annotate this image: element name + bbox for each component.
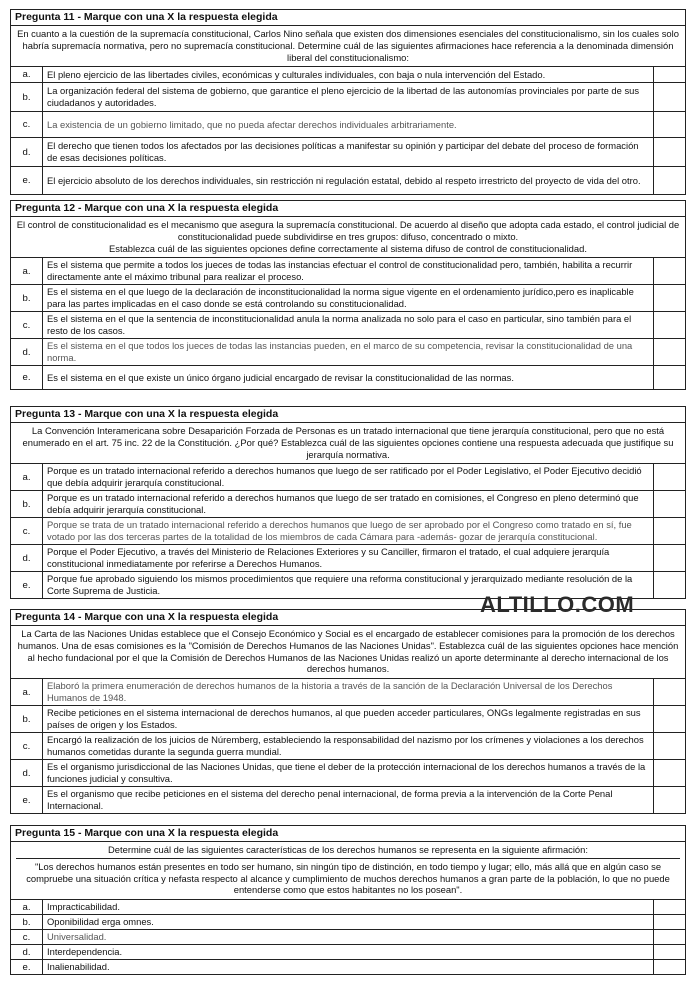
option-letter: d. (11, 138, 43, 166)
option-letter: e. (11, 960, 43, 974)
option-letter: c. (11, 733, 43, 759)
watermark-text: ALTILLO.COM (480, 592, 635, 617)
answer-mark-box[interactable] (654, 258, 685, 284)
option-letter: b. (11, 83, 43, 111)
option-text: Inalienabilidad. (43, 960, 654, 974)
answer-mark-box[interactable] (654, 285, 685, 311)
stem-paragraph: Determine cuál de las siguientes características de los derechos humanos se representa en la siguiente afirmación: (108, 844, 588, 855)
option-text: Es el organismo jurisdiccional de las Naciones Unidas, que tiene el deber de la protección internacional de los derechos humanos a través de la funciones judicial y consultiva. (43, 760, 654, 786)
option-text: Porque fue aprobado siguiendo los mismos procedimientos que requiere una reforma constitucional y jerarquizado mediante resolución de la Corte Suprema de Justicia. (43, 572, 654, 598)
option-row (11, 706, 685, 733)
answer-mark-box[interactable] (654, 518, 685, 544)
option-row (11, 900, 685, 915)
option-row (11, 787, 685, 813)
option-row (11, 258, 685, 285)
stem-paragraph: La Convención Interamericana sobre Desaparición Forzada de Personas es un tratado internacional que tiene jerarquía constitucional, pero que no está enumerado en el art. 75 inc. 22 de la Constitución. ¿Por qué? Establezca cuál de las siguientes opciones contiene una respuesta adecuada que justifique su jerarquía normativa. (22, 425, 674, 460)
answer-mark-box[interactable] (654, 366, 685, 389)
option-row (11, 312, 685, 339)
option-letter: b. (11, 706, 43, 732)
option-text: Oponibilidad erga omnes. (43, 915, 654, 929)
option-text: Universalidad. (43, 930, 654, 944)
option-letter: e. (11, 572, 43, 598)
answer-mark-box[interactable] (654, 915, 685, 929)
option-text: El pleno ejercicio de las libertades civiles, económicas y culturales individuales, con baja o nula intervención del Estado. (43, 67, 654, 82)
option-text: Recibe peticiones en el sistema internacional de derechos humanos, al que pueden acceder particulares, ONGs legalmente registradas en sus países de origen y los Estados. (43, 706, 654, 732)
option-text: Encargó la realización de los juicios de Núremberg, estableciendo la responsabilidad del nazismo por los crímenes y violaciones a los derechos humanos cometidas durante la segunda guerra mundial. (43, 733, 654, 759)
answer-mark-box[interactable] (654, 83, 685, 111)
answer-mark-box[interactable] (654, 706, 685, 732)
option-row (11, 491, 685, 518)
option-row (11, 67, 685, 83)
option-letter: a. (11, 679, 43, 705)
option-row (11, 464, 685, 491)
question-15 (10, 825, 686, 975)
option-letter: e. (11, 787, 43, 813)
answer-mark-box[interactable] (654, 545, 685, 571)
option-row (11, 545, 685, 572)
option-row (11, 760, 685, 787)
question-stem (11, 26, 685, 67)
question-stem (11, 423, 685, 464)
stem-paragraph: La Carta de las Naciones Unidas establece que el Consejo Económico y Social es el encargado de establecer comisiones para la promoción de los derechos humanos. Una de esas comisiones es la "Comisión de Derechos Humanos de las Naciones Unidas". Establezca cuál de las siguientes opciones hace mención al hecho fundacional por el que la Comisión de Derechos Humanos de las Naciones Unidas realizó un aporte determinante al derecho internacional de los derechos humanos. (17, 628, 679, 675)
option-text: Porque se trata de un tratado internacional referido a derechos humanos que luego de ser aprobado por el Congreso como tratado en sí, fue votado por las dos terceras partes de la totalidad de los miembros de cada Cámara para -además- gozar de jerarquía constitucional. (43, 518, 654, 544)
option-row (11, 930, 685, 945)
answer-mark-box[interactable] (654, 679, 685, 705)
question-12 (10, 200, 686, 390)
stem-paragraph: El control de constitucionalidad es el mecanismo que asegura la supremacía constitucional. De acuerdo al diseño que adopta cada estado, el control judicial de constitucionalidad puede subdividirse en tres grupos: difuso, concentrado o mixto. (16, 219, 680, 242)
question-title: Pregunta 12 - Marque con una X la respuesta elegida (11, 201, 685, 217)
option-letter: a. (11, 900, 43, 914)
answer-mark-box[interactable] (654, 112, 685, 137)
answer-mark-box[interactable] (654, 491, 685, 517)
option-text: Es el sistema en el que luego de la declaración de inconstitucionalidad la norma sigue vigente en el ordenamiento jurídico,pero es inaplicable para las partes implicadas en el caso donde se está controlando su constitucionalidad. (43, 285, 654, 311)
option-letter: d. (11, 339, 43, 365)
option-letter: a. (11, 67, 43, 82)
option-text: Es el sistema que permite a todos los jueces de todas las instancias efectuar el control de constitucionalidad pero, también, habilita a recurrir directamente ante el máximo tribunal para realizar el proceso. (43, 258, 654, 284)
option-row (11, 83, 685, 112)
option-text: Es el sistema en el que todos los jueces de todas las instancias pueden, en el marco de su competencia, revisar la constitucionalidad de una norma. (43, 339, 654, 365)
option-letter: c. (11, 518, 43, 544)
answer-mark-box[interactable] (654, 464, 685, 490)
option-text: La existencia de un gobierno limitado, que no pueda afectar derechos individuales arbitrariamente. (43, 112, 654, 137)
option-row (11, 167, 685, 194)
option-row (11, 339, 685, 366)
option-text: Elaboró la primera enumeración de derechos humanos de la historia a través de la sanción de la Declaración Universal de los Derechos Humanos de 1948. (43, 679, 654, 705)
option-text: Es el sistema en el que existe un único órgano judicial encargado de revisar la constitucionalidad de las normas. (43, 366, 654, 389)
option-text: Porque el Poder Ejecutivo, a través del Ministerio de Relaciones Exteriores y su Canciller, firmaron el tratado, el cual adquiere jerarquía constitucional inmediatamente por referirse a Derechos Humanos. (43, 545, 654, 571)
option-row (11, 679, 685, 706)
question-title: Pregunta 15 - Marque con una X la respuesta elegida (11, 826, 685, 842)
option-letter: c. (11, 930, 43, 944)
question-13 (10, 406, 686, 599)
option-letter: d. (11, 545, 43, 571)
option-row (11, 915, 685, 930)
answer-mark-box[interactable] (654, 167, 685, 194)
option-text: Interdependencia. (43, 945, 654, 959)
option-letter: b. (11, 285, 43, 311)
option-row (11, 960, 685, 974)
stem-quote: "Los derechos humanos están presentes en todo ser humano, sin ningún tipo de distinción, en todo tiempo y lugar; ello, más allá que en algún caso se compruebe una situación crítica y nefasta respecto al alcance y cumplimiento de muchos derechos humanos a gran parte de la población, lo que no puede entenderse como que estos habitantes no los posean". (16, 858, 680, 896)
answer-mark-box[interactable] (654, 960, 685, 974)
option-text: Es el sistema en el que la sentencia de inconstitucionalidad anula la norma analizada no solo para el caso en particular, sino también para el resto de los casos. (43, 312, 654, 338)
option-text: Porque es un tratado internacional referido a derechos humanos que luego de ser ratificado por el Poder Legislativo, el Poder Ejecutivo decidió que debía adquirir jerarquía constitucional. (43, 464, 654, 490)
option-text: Porque es un tratado internacional referido a derechos humanos que luego de ser tratado en comisiones, el Congreso en pleno determinó que debía adquirir jerarquía constitucional. (43, 491, 654, 517)
answer-mark-box[interactable] (654, 312, 685, 338)
option-text: La organización federal del sistema de gobierno, que garantice el pleno ejercicio de la libertad de las autonomías provinciales por parte de sus ciudadanos y autoridades. (43, 83, 654, 111)
option-letter: d. (11, 945, 43, 959)
option-row (11, 285, 685, 312)
option-letter: e. (11, 167, 43, 194)
option-letter: a. (11, 258, 43, 284)
question-title: Pregunta 14 - Marque con una X la respuesta elegida (11, 610, 685, 626)
option-letter: e. (11, 366, 43, 389)
answer-mark-box[interactable] (654, 945, 685, 959)
option-letter: a. (11, 464, 43, 490)
option-text: Es el organismo que recibe peticiones en el sistema del derecho penal internacional, de forma previa a la intervención de la Corte Penal Internacional. (43, 787, 654, 813)
option-letter: c. (11, 312, 43, 338)
question-stem (11, 217, 685, 258)
option-text: Impracticabilidad. (43, 900, 654, 914)
option-letter: b. (11, 915, 43, 929)
answer-mark-box[interactable] (654, 733, 685, 759)
stem-paragraph: Establezca cuál de las siguientes opciones define correctamente al sistema difuso de control de constitucionalidad. (109, 242, 587, 254)
answer-mark-box[interactable] (654, 67, 685, 82)
option-row (11, 733, 685, 760)
option-letter: d. (11, 760, 43, 786)
answer-mark-box[interactable] (654, 787, 685, 813)
answer-mark-box[interactable] (654, 339, 685, 365)
answer-mark-box[interactable] (654, 930, 685, 944)
option-letter: c. (11, 112, 43, 137)
option-text: El derecho que tienen todos los afectados por las decisiones políticas a manifestar su opinión y participar del debate del proceso de formación de esas decisiones políticas. (43, 138, 654, 166)
option-text: El ejercicio absoluto de los derechos individuales, sin restricción ni regulación estatal, debido al respeto irrestricto del proyecto de vida del otro. (43, 167, 654, 194)
question-stem (11, 626, 685, 679)
question-title: Pregunta 11 - Marque con una X la respuesta elegida (11, 10, 685, 26)
stem-paragraph: En cuanto a la cuestión de la supremacía constitucional, Carlos Nino señala que existen dos dimensiones esenciales del constitucionalismo, sin los cuales solo habría supremacía normativa, pero no supremacía constitucional. Determine cuál de las siguientes afirmaciones hace referencia a la denominada dimensión liberal del constitucionalismo: (17, 28, 679, 63)
option-row (11, 945, 685, 960)
option-row (11, 518, 685, 545)
answer-mark-box[interactable] (654, 138, 685, 166)
answer-mark-box[interactable] (654, 760, 685, 786)
question-title: Pregunta 13 - Marque con una X la respuesta elegida (11, 407, 685, 423)
option-row (11, 138, 685, 167)
answer-mark-box[interactable] (654, 900, 685, 914)
question-stem (11, 842, 685, 900)
option-row (11, 112, 685, 138)
option-letter: b. (11, 491, 43, 517)
answer-mark-box[interactable] (654, 572, 685, 598)
question-11 (10, 9, 686, 195)
option-row (11, 366, 685, 389)
question-14 (10, 609, 686, 814)
